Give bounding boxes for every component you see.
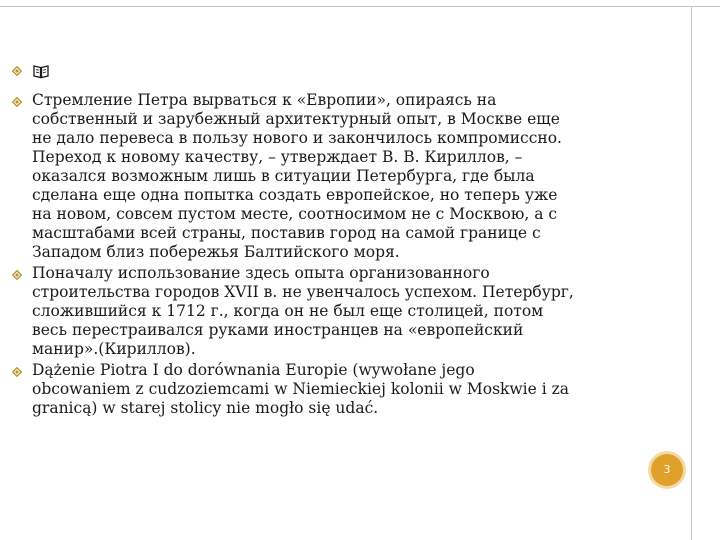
diamond-bullet-icon <box>12 270 22 280</box>
page-number-badge: 3 <box>651 454 683 486</box>
list-item <box>12 361 660 418</box>
bullet-text: Стремление Петра вырваться к «Европии», опираясь на собственный и зарубежный архитектурный опыт, в Москве еще не дало перевеса в пользу нового и закончилось компромиссно. Переход к новому качеству, – утверждает В. В. Кириллов, – оказался возможным лишь в ситуации Петербурга, где была сделана еще одна попытка создать европейское, но теперь уже на новом, совсем пустом месте, соотносимом не с Москвою, а с масштабами всей страны, поставив город на самой границе с Западом близ побережья Балтийского моря. <box>32 91 562 261</box>
list-item <box>12 60 660 83</box>
bullet-text: Поначалу использование здесь опыта организованного строительства городов XVII в. не увенчалось успехом. Петербург, сложившийся к 1712 г., когда он не был еще столицей, потом весь перестраивался руками иностранцев на «европейский манир».(Кириллов). <box>32 264 574 358</box>
bullet-text: Dążenie Piotra I do dorównania Europie (wywołane jego obcowaniem z cudzoziemcami w Niemieckiej kolonii w Moskwie i za granicą) w starej stolicy nie mogło się udać. <box>32 361 570 417</box>
top-divider <box>0 6 720 7</box>
book-icon <box>32 64 50 79</box>
diamond-bullet-icon <box>12 367 22 377</box>
bullet-list <box>12 60 660 418</box>
list-item <box>12 91 660 262</box>
side-divider <box>691 7 692 540</box>
list-item <box>12 264 660 359</box>
diamond-bullet-icon <box>12 97 22 107</box>
diamond-bullet-icon <box>12 66 22 76</box>
